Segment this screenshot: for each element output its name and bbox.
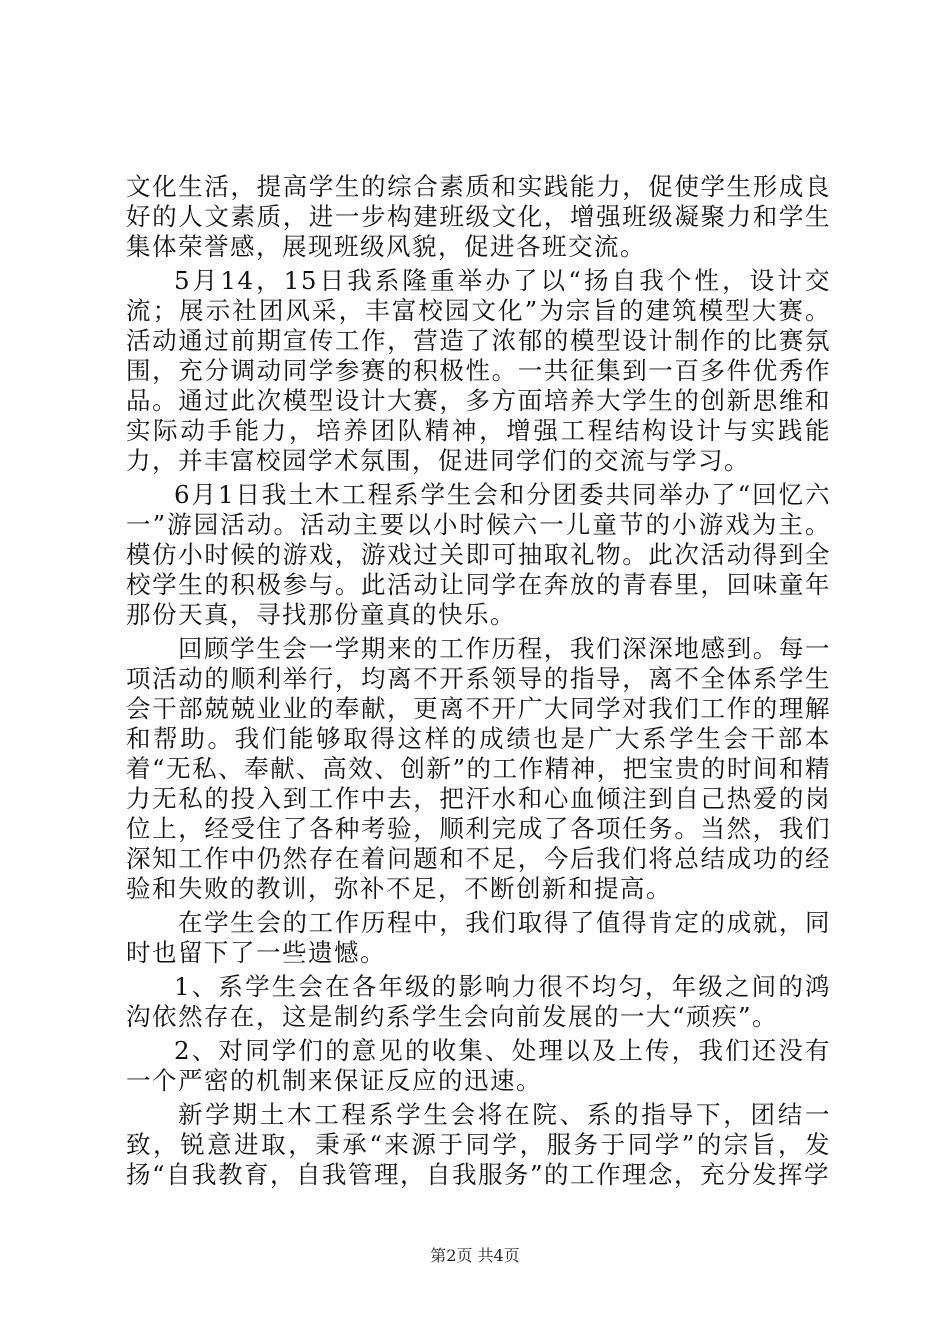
document-body: [126, 172, 831, 1190]
page-footer: [0, 1246, 950, 1266]
paragraph-children-day-event: 6月1日我土木工程系学生会和分团委共同举办了“回忆六一”游园活动。活动主要以小时候六一儿童节的小游戏为主。模仿小时候的游戏，游戏过关即可抽取礼物。此次活动得到全校学生的积极参与。此活动让同学在奔放的青春里，回味童年那份天真，寻找那份童真的快乐。: [126, 480, 831, 629]
paragraph-continuation: 文化生活，提高学生的综合素质和实践能力，促使学生形成良好的人文素质，进一步构建班级文化，增强班级凝聚力和学生集体荣誉感，展现班级风貌，促进各班交流。: [126, 172, 831, 261]
paragraph-regrets-intro: 在学生会的工作历程中，我们取得了值得肯定的成就，同时也留下了一些遗憾。: [126, 908, 831, 967]
paragraph-review: 回顾学生会一学期来的工作历程，我们深深地感到。每一项活动的顺利举行，均离不开系领导的指导，离不全体系学生会干部兢兢业业的奉献，更离不开广大同学对我们工作的理解和帮助。我们能够取得这样的成绩也是广大系学生会干部本着“无私、奉献、高效、创新”的工作精神，把宝贵的时间和精力无私的投入到工作中去，把汗水和心血倾注到自己热爱的岗位上，经受住了各种考验，顺利完成了各项任务。当然，我们深知工作中仍然存在着问题和不足，今后我们将总结成功的经验和失败的教训，弥补不足，不断创新和提高。: [126, 634, 831, 903]
page-number-label: 第2页 共4页: [430, 1246, 520, 1265]
paragraph-issue-2: 2、对同学们的意见的收集、处理以及上传，我们还没有一个严密的机制来保证反应的迅速。: [126, 1036, 831, 1095]
paragraph-model-contest: 5月14，15日我系隆重举办了以“扬自我个性，设计交流；展示社团风采，丰富校园文化”为宗旨的建筑模型大赛。活动通过前期宣传工作，营造了浓郁的模型设计制作的比赛氛围，充分调动同学参赛的积极性。一共征集到一百多件优秀作品。通过此次模型设计大赛，多方面培养大学生的创新思维和实际动手能力，培养团队精神，增强工程结构设计与实践能力，并丰富校园学术氛围，促进同学们的交流与学习。: [126, 266, 831, 475]
paragraph-issue-1: 1、系学生会在各年级的影响力很不均匀，年级之间的鸿沟依然存在，这是制约系学生会向前发展的一大“顽疾”。: [126, 972, 831, 1031]
paragraph-new-term: 新学期土木工程系学生会将在院、系的指导下，团结一致，锐意进取，秉承“来源于同学，服务于同学”的宗旨，发扬“自我教育，自我管理，自我服务”的工作理念，充分发挥学: [126, 1100, 831, 1189]
